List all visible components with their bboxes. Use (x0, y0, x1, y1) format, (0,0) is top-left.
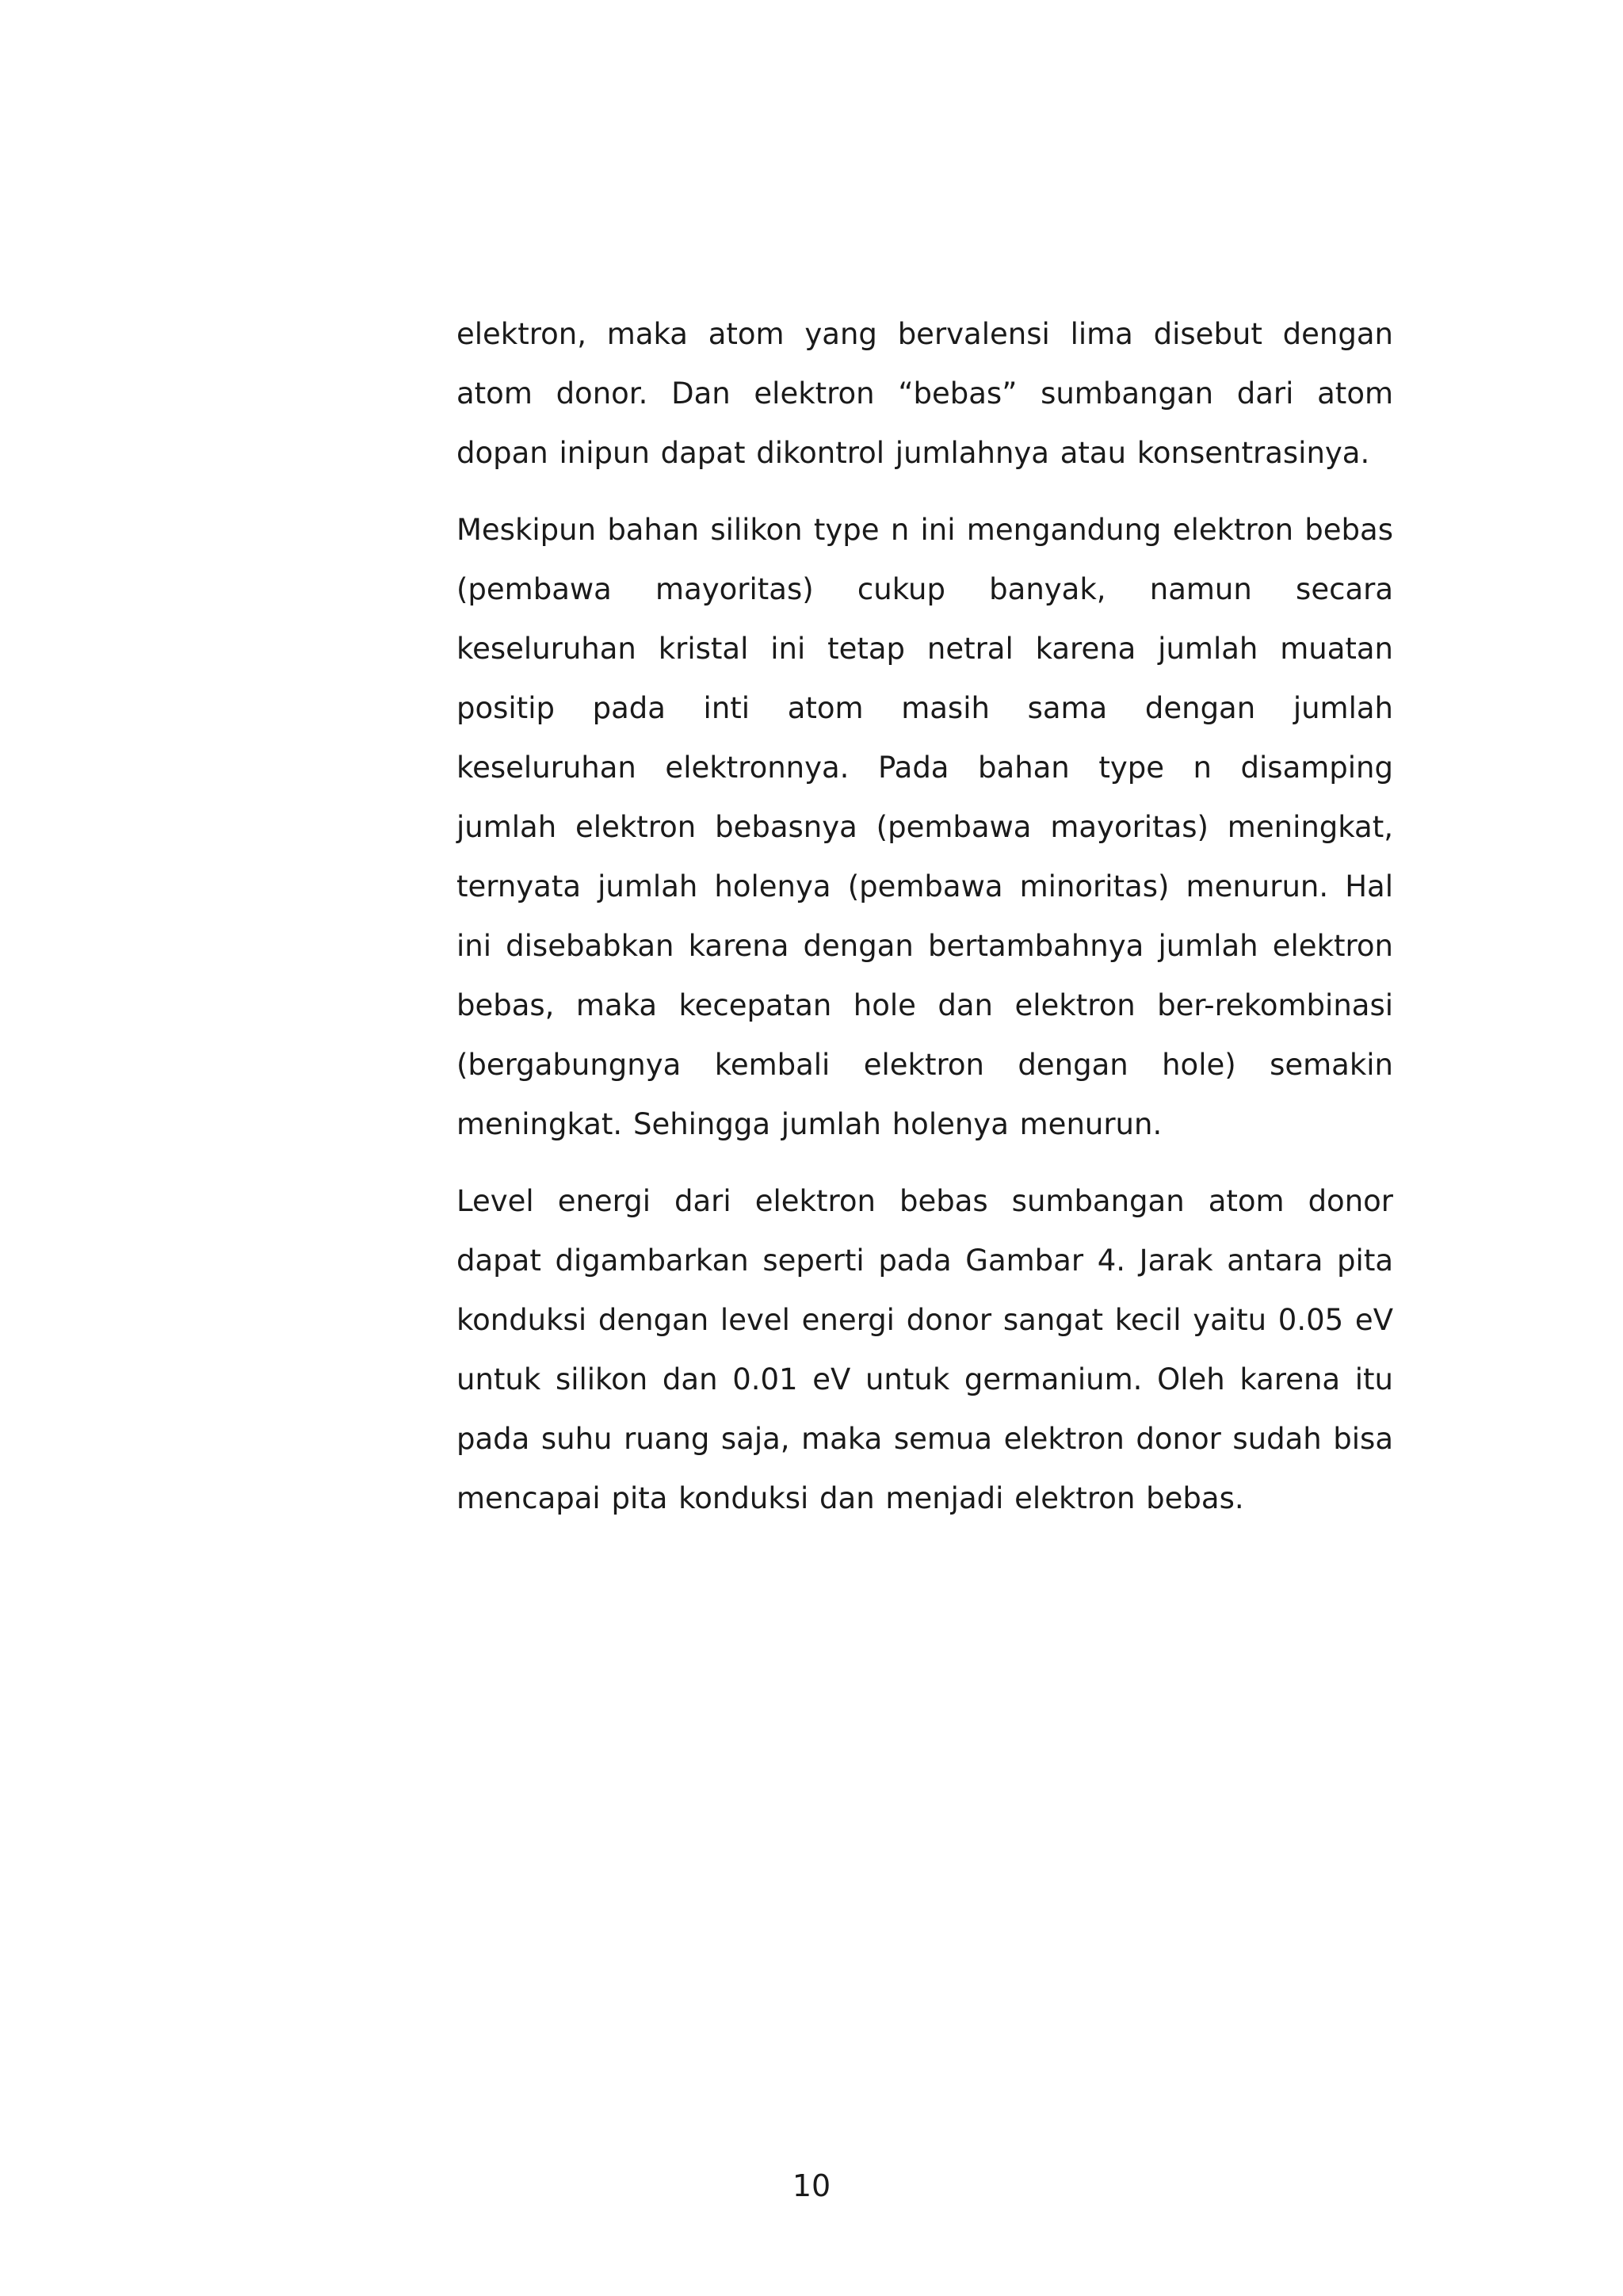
paragraph-2: Meskipun bahan silikon type n ini mengandung elektron bebas (pembawa mayoritas) cukup banyak, namun secara keseluruhan kristal ini tetap netral karena jumlah muatan positip pada inti atom masih sama dengan jumlah keseluruhan elektronnya. Pada bahan type n disamping jumlah elektron bebasnya (pembawa mayoritas) meningkat, ternyata jumlah holenya (pembawa minoritas) menurun. Hal ini disebabkan karena dengan bertambahnya jumlah elektron bebas, maka kecepatan hole dan elektron ber-rekombinasi (bergabungnya kembali elektron dengan hole) semakin meningkat. Sehingga jumlah holenya menurun. (456, 513, 1393, 1141)
paragraph-1: elektron, maka atom yang bervalensi lima disebut dengan atom donor. Dan elektron “bebas” sumbangan dari atom dopan inipun dapat dikontrol jumlahnya atau konsentrasinya. (456, 317, 1393, 470)
paragraph-3: Level energi dari elektron bebas sumbangan atom donor dapat digambarkan seperti pada Gambar 4. Jarak antara pita konduksi dengan level energi donor sangat kecil yaitu 0.05 eV untuk silikon dan 0.01 eV untuk germanium. Oleh karena itu pada suhu ruang saja, maka semua elektron donor sudah bisa mencapai pita konduksi dan menjadi elektron bebas. (456, 1184, 1393, 1515)
document-body (456, 304, 1393, 1528)
page-number: 10 (792, 2168, 831, 2203)
